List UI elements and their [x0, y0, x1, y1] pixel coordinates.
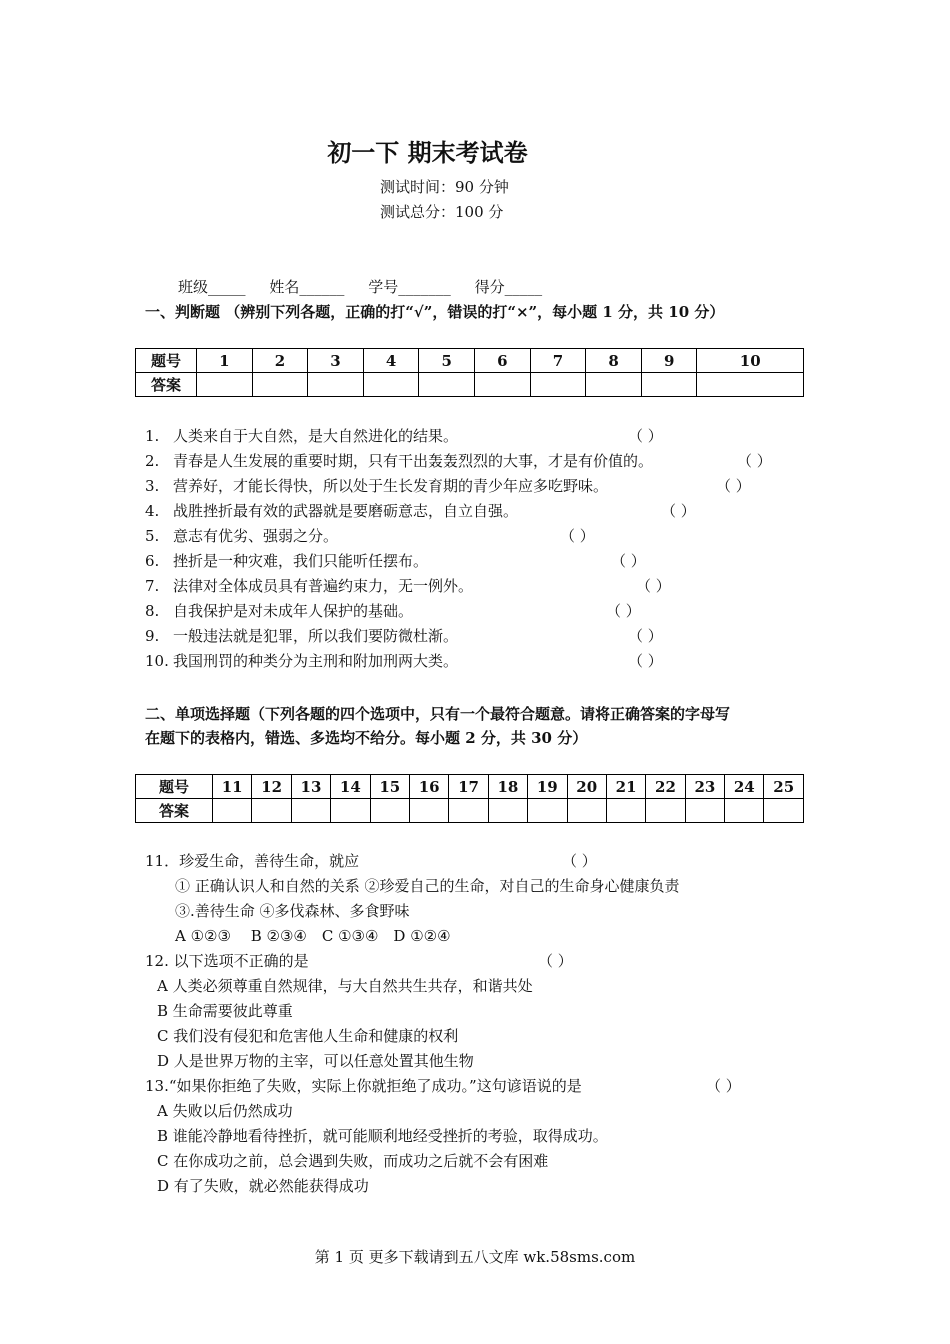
- list-item: [145, 449, 845, 474]
- answer-cell[interactable]: [586, 373, 642, 397]
- table-row: [136, 373, 804, 397]
- option-a: A 人类必须尊重自然规律，与大自然共生共存，和谐共处: [157, 977, 533, 995]
- table-cell: 16: [409, 775, 448, 799]
- option-a: A 失败以后仍然成功: [157, 1102, 293, 1120]
- question-stem: [145, 1074, 845, 1099]
- answer-cell[interactable]: [725, 799, 764, 823]
- table-cell: 21: [606, 775, 645, 799]
- table-cell: 11: [213, 775, 252, 799]
- option-b: B 生命需要彼此尊重: [157, 1002, 293, 1020]
- answer-cell[interactable]: [697, 373, 804, 397]
- list-item: [145, 474, 845, 499]
- student-info-line: [178, 276, 542, 297]
- answer-blank: （ ）: [538, 952, 573, 970]
- table-cell: 22: [646, 775, 685, 799]
- answer-cell[interactable]: [646, 799, 685, 823]
- answer-blank: （ ）: [562, 852, 597, 870]
- list-item: [145, 574, 845, 599]
- table-cell: 19: [528, 775, 567, 799]
- section2-answer-table: [135, 774, 804, 823]
- table-header-label: 题号: [136, 349, 197, 373]
- answer-blank: （ ）: [606, 602, 641, 620]
- question-text: 法律对全体成员具有普遍约束力，无一例外。: [173, 577, 474, 595]
- table-row: [136, 775, 804, 799]
- answer-cell[interactable]: [363, 373, 419, 397]
- option-d: D 有了失败，就必然能获得成功: [157, 1177, 369, 1195]
- answer-cell[interactable]: [764, 799, 804, 823]
- table-cell: 13: [291, 775, 330, 799]
- answer-blank: （ ）: [560, 527, 595, 545]
- table-cell: 14: [331, 775, 370, 799]
- answer-blank: （ ）: [628, 652, 663, 670]
- section2-heading-line1: 二、单项选择题（下列各题的四个选项中，只有一个最符合题意。请将正确答案的字母写: [145, 705, 731, 723]
- table-row: [136, 349, 804, 373]
- question-text: 一般违法就是犯罪，所以我们要防微杜渐。: [173, 627, 459, 645]
- question-number: 9.: [145, 627, 160, 645]
- answer-cell[interactable]: [197, 373, 253, 397]
- question-stem: [145, 849, 845, 874]
- answer-cell[interactable]: [370, 799, 409, 823]
- question-number: 7.: [145, 577, 160, 595]
- table-cell: 4: [363, 349, 419, 373]
- question-number: 3.: [145, 477, 160, 495]
- table-cell: 6: [475, 349, 531, 373]
- question-text: 我国刑罚的种类分为主刑和附加刑两大类。: [173, 652, 459, 670]
- question-number: 6.: [145, 552, 160, 570]
- question-text: 青春是人生发展的重要时期，只有干出轰轰烈烈的大事，才是有价值的。: [173, 452, 654, 470]
- answer-blank: （ ）: [716, 477, 751, 495]
- section1-answer-table: [135, 348, 804, 397]
- option-c: C 在你成功之前，总会遇到失败，而成功之后就不会有困难: [157, 1152, 549, 1170]
- answer-cell[interactable]: [213, 799, 252, 823]
- table-cell: 20: [567, 775, 606, 799]
- list-item: [145, 649, 845, 674]
- question-options: A ①②③ B ②③④ C ①③④ D ①②④: [175, 927, 451, 945]
- answer-cell[interactable]: [252, 799, 291, 823]
- table-cell: 23: [685, 775, 724, 799]
- answer-cell[interactable]: [488, 799, 527, 823]
- answer-cell[interactable]: [449, 799, 488, 823]
- list-item: [145, 424, 845, 449]
- name-field: 姓名______: [269, 278, 345, 296]
- table-answer-label: 答案: [136, 373, 197, 397]
- question-text: 意志有优劣、强弱之分。: [173, 527, 339, 545]
- answer-cell[interactable]: [409, 799, 448, 823]
- question-text: 挫折是一种灾难，我们只能听任摆布。: [173, 552, 429, 570]
- table-cell: 25: [764, 775, 804, 799]
- table-cell: 10: [697, 349, 804, 373]
- question-13: [145, 1074, 845, 1199]
- question-statements-2: ③.善待生命 ④多伐森林、多食野味: [175, 902, 410, 920]
- table-cell: 8: [586, 349, 642, 373]
- answer-cell[interactable]: [641, 373, 697, 397]
- answer-cell[interactable]: [685, 799, 724, 823]
- question-number: 4.: [145, 502, 160, 520]
- list-item: [145, 549, 845, 574]
- section1-heading: 一、判断题 （辨别下列各题，正确的打“√”，错误的打“×”，每小题 1 分，共 10 分）: [145, 303, 725, 321]
- question-text: 自我保护是对未成年人保护的基础。: [173, 602, 414, 620]
- score-field: 得分_____: [474, 278, 543, 296]
- answer-cell[interactable]: [530, 373, 586, 397]
- table-header-label: 题号: [136, 775, 213, 799]
- answer-cell[interactable]: [291, 799, 330, 823]
- question-text: 人类来自于大自然，是大自然进化的结果。: [173, 427, 459, 445]
- student-id-field: 学号_______: [368, 278, 451, 296]
- table-cell: 18: [488, 775, 527, 799]
- list-item: [145, 499, 845, 524]
- answer-cell[interactable]: [419, 373, 475, 397]
- answer-blank: （ ）: [661, 502, 696, 520]
- table-answer-label: 答案: [136, 799, 213, 823]
- table-cell: 7: [530, 349, 586, 373]
- answer-blank: （ ）: [628, 427, 663, 445]
- table-cell: 5: [419, 349, 475, 373]
- question-number: 2.: [145, 452, 160, 470]
- table-row: [136, 799, 804, 823]
- answer-blank: （ ）: [737, 452, 772, 470]
- table-cell: 3: [308, 349, 364, 373]
- question-text: 13.“如果你拒绝了失败，实际上你就拒绝了成功。”这句谚语说的是: [145, 1077, 582, 1095]
- question-text: 11．珍爱生命，善待生命，就应: [145, 852, 360, 870]
- question-11: [145, 849, 845, 949]
- question-text: 12. 以下选项不正确的是: [145, 952, 309, 970]
- table-cell: 17: [449, 775, 488, 799]
- question-stem: [145, 949, 845, 974]
- answer-cell[interactable]: [606, 799, 645, 823]
- answer-cell[interactable]: [331, 799, 370, 823]
- section2-heading-line2: 在题下的表格内，错选、多选均不给分。每小题 2 分，共 30 分）: [145, 729, 588, 747]
- option-b: B 谁能冷静地看待挫折，就可能顺利地经受挫折的考验，取得成功。: [157, 1127, 608, 1145]
- answer-cell[interactable]: [567, 799, 606, 823]
- answer-blank: （ ）: [636, 577, 671, 595]
- answer-cell[interactable]: [528, 799, 567, 823]
- class-field: 班级_____: [178, 278, 246, 296]
- page-footer: 第 1 页 更多下载请到五八文库 wk.58sms.com: [314, 1248, 636, 1266]
- answer-blank: （ ）: [706, 1077, 741, 1095]
- list-item: [145, 524, 845, 549]
- answer-cell[interactable]: [475, 373, 531, 397]
- table-cell: 24: [725, 775, 764, 799]
- answer-cell[interactable]: [308, 373, 364, 397]
- option-c: C 我们没有侵犯和危害他人生命和健康的权利: [157, 1027, 459, 1045]
- answer-cell[interactable]: [252, 373, 308, 397]
- question-text: 营养好，才能长得快，所以处于生长发育期的青少年应多吃野味。: [173, 477, 609, 495]
- test-total-score: 测试总分：100 分: [380, 203, 504, 221]
- option-d: D 人是世界万物的主宰，可以任意处置其他生物: [157, 1052, 474, 1070]
- table-cell: 12: [252, 775, 291, 799]
- answer-blank: （ ）: [611, 552, 646, 570]
- table-cell: 1: [197, 349, 253, 373]
- question-statements-1: ① 正确认识人和自然的关系 ②珍爱自己的生命，对自己的生命身心健康负责: [175, 877, 680, 895]
- page-title: 初一下 期末考试卷: [327, 138, 528, 167]
- test-time: 测试时间：90 分钟: [380, 178, 509, 196]
- table-cell: 15: [370, 775, 409, 799]
- list-item: [145, 599, 845, 624]
- question-number: 1.: [145, 427, 160, 445]
- list-item: [145, 624, 845, 649]
- question-number: 5.: [145, 527, 160, 545]
- question-text: 战胜挫折最有效的武器就是要磨砺意志，自立自强。: [173, 502, 519, 520]
- section1-question-list: [145, 424, 845, 674]
- table-cell: 9: [641, 349, 697, 373]
- question-number: 10.: [145, 652, 169, 670]
- question-number: 8.: [145, 602, 160, 620]
- answer-blank: （ ）: [628, 627, 663, 645]
- question-12: [145, 949, 845, 1074]
- table-cell: 2: [252, 349, 308, 373]
